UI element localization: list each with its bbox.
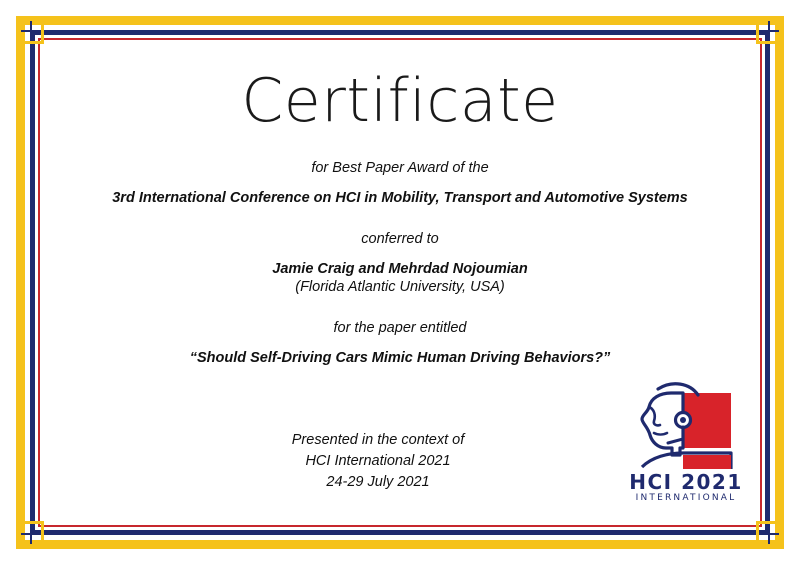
event-dates: 24-29 July 2021 <box>326 473 430 490</box>
svg-text:HCI 2021: HCI 2021 <box>629 470 743 494</box>
corner-ornament-top-left <box>18 18 44 44</box>
corner-ornament-bottom-right <box>756 521 782 547</box>
corner-ornament-top-right <box>756 18 782 44</box>
conference-name: 3rd International Conference on HCI in Mobility, Transport and Automotive Systems <box>112 190 688 206</box>
awardee-names: Jamie Craig and Mehrdad Nojoumian <box>272 261 528 277</box>
corner-ornament-bottom-left <box>18 521 44 547</box>
context-label: Presented in the context of <box>291 431 465 448</box>
award-line: for Best Paper Award of the <box>311 160 489 176</box>
svg-text:INTERNATIONAL: INTERNATIONAL <box>635 493 737 503</box>
hci-international-logo-icon <box>628 377 744 507</box>
paper-entitled-label: for the paper entitled <box>333 320 467 336</box>
certificate-content <box>50 50 750 515</box>
paper-title: “Should Self-Driving Cars Mimic Human Driving Behaviors?” <box>189 350 611 366</box>
event-name: HCI International 2021 <box>305 452 451 469</box>
certificate-title: Certificate <box>241 66 559 136</box>
awardee-affiliation: (Florida Atlantic University, USA) <box>295 279 505 295</box>
conferred-to-label: conferred to <box>361 231 439 247</box>
